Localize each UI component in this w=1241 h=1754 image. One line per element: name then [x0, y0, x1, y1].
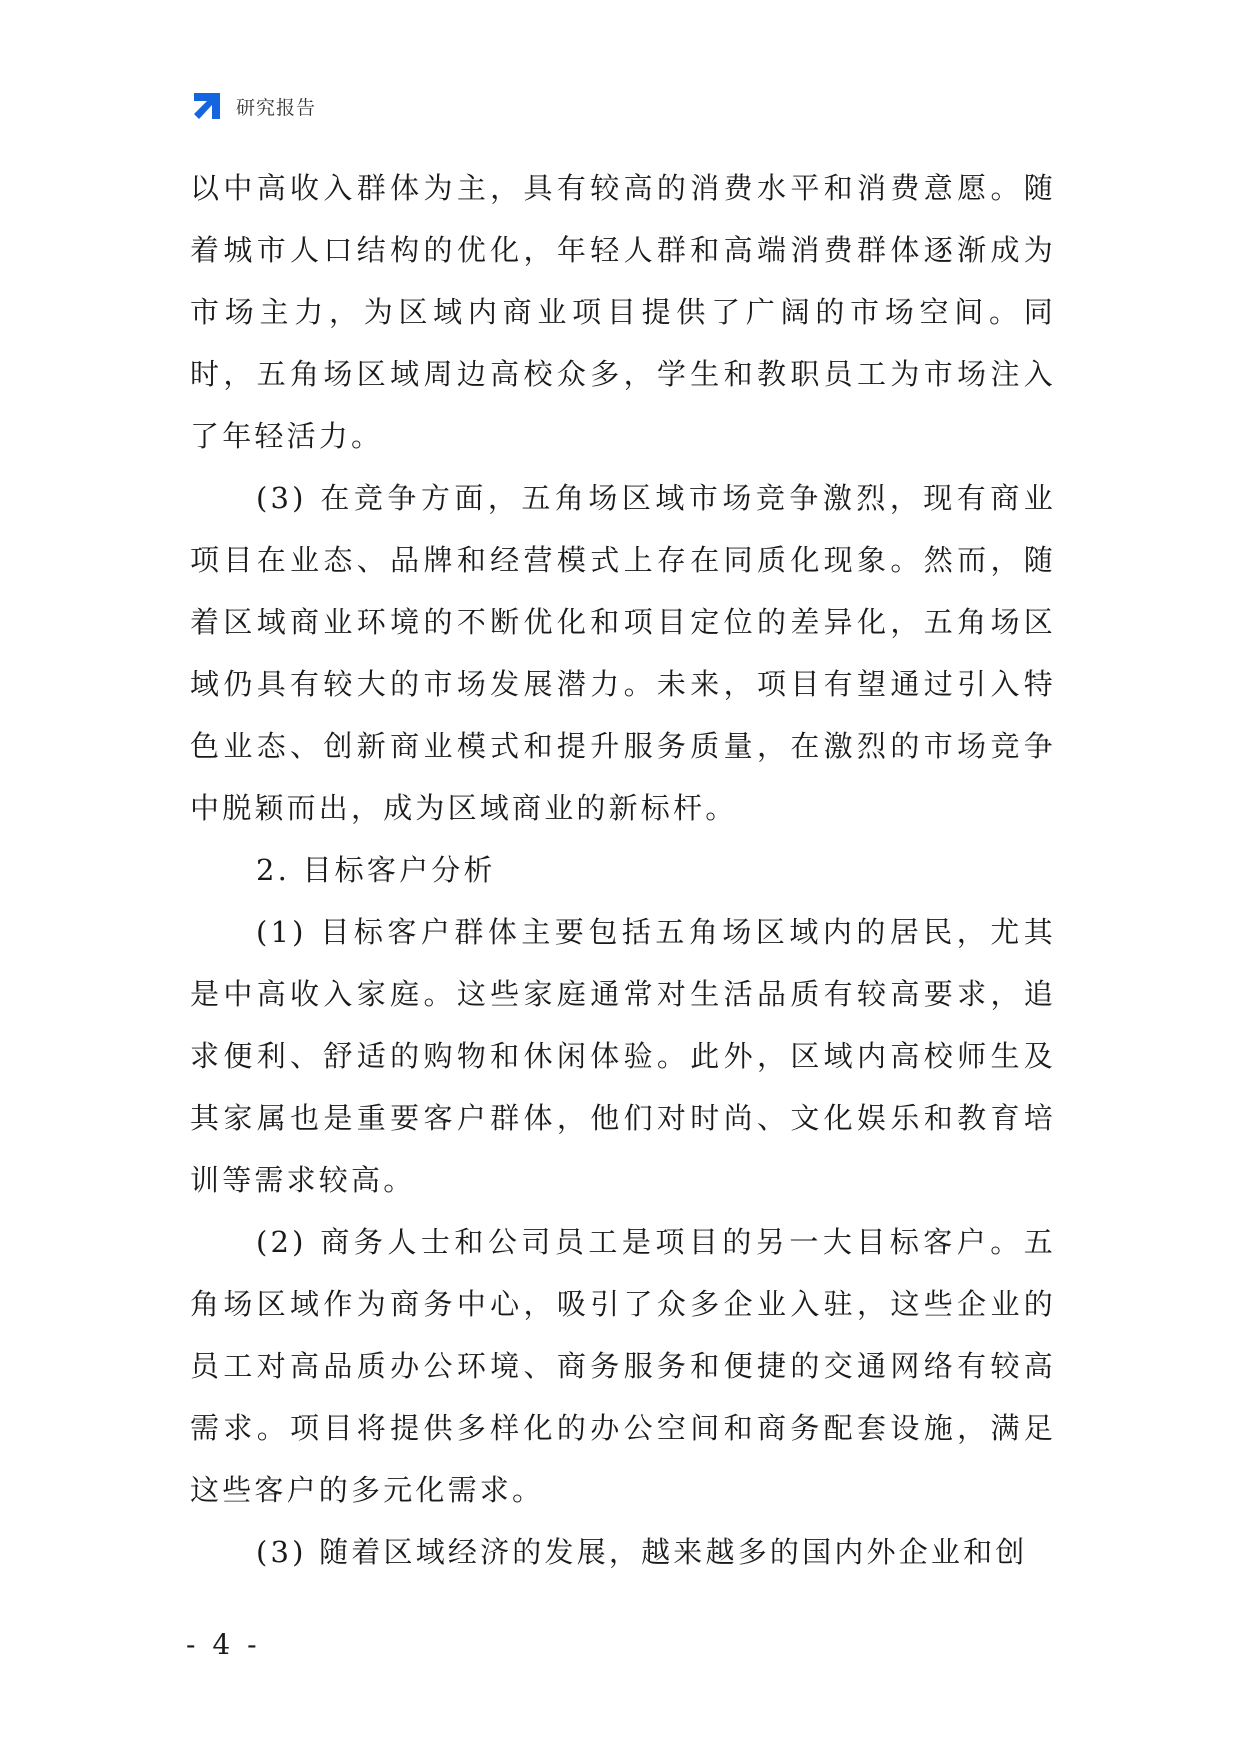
document-body [190, 157, 1056, 1583]
paragraph-business-people: (2) 商务人士和公司员工是项目的另一大目标客户。五角场区域作为商务中心，吸引了众多企业入驻，这些企业的员工对高品质办公环境、商务服务和便捷的交通网络有较高需求。项目将提供多样化的办公空间和商务配套设施，满足这些客户的多元化需求。 [190, 1225, 1056, 1507]
section-heading-target-customers: 2. 目标客户分析 [256, 853, 496, 887]
paragraph-enterprises: (3) 随着区域经济的发展，越来越多的国内外企业和创 [256, 1535, 1028, 1569]
header-title: 研究报告 [236, 96, 317, 119]
paragraph-residents: (1) 目标客户群体主要包括五角场区域内的居民，尤其是中高收入家庭。这些家庭通常对生活品质有较高要求，追求便利、舒适的购物和休闲体验。此外，区域内高校师生及其家属也是重要客户群体，他们对时尚、文化娱乐和教育培训等需求较高。 [190, 915, 1056, 1197]
page-number: - 4 - [186, 1628, 261, 1661]
arrow-up-right-icon [190, 89, 224, 123]
paragraph-competition: (3) 在竞争方面，五角场区域市场竞争激烈，现有商业项目在业态、品牌和经营模式上存在同质化现象。然而，随着区域商业环境的不断优化和项目定位的差异化，五角场区域仍具有较大的市场发展潜力。未来，项目有望通过引入特色业态、创新商业模式和提升服务质量，在激烈的市场竞争中脱颖而出，成为区域商业的新标杆。 [190, 481, 1056, 825]
report-header [190, 88, 316, 124]
paragraph-population: 以中高收入群体为主，具有较高的消费水平和消费意愿。随着城市人口结构的优化，年轻人群和高端消费群体逐渐成为市场主力，为区域内商业项目提供了广阔的市场空间。同时，五角场区域周边高校众多，学生和教职员工为市场注入了年轻活力。 [190, 171, 1056, 453]
